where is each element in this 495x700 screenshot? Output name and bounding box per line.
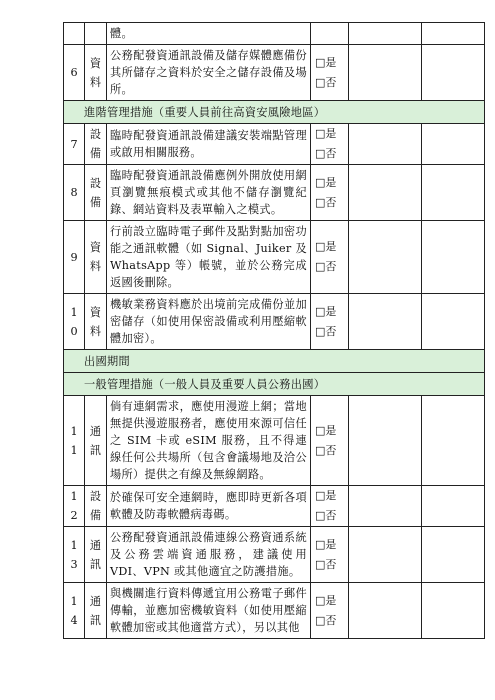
- item-category-text: [85, 303, 106, 341]
- item-number-text: [64, 135, 84, 154]
- item-check: [311, 396, 349, 486]
- item-check: [311, 527, 349, 583]
- item-check: [311, 124, 349, 165]
- item-category: [85, 23, 107, 45]
- section-row: [64, 373, 485, 396]
- item-number-digit: 1: [70, 594, 78, 608]
- item-category: [85, 45, 107, 101]
- checklist-sheet: [63, 22, 484, 639]
- item-number: [64, 165, 85, 221]
- item-category-text: [85, 238, 106, 276]
- item-number: [64, 486, 85, 527]
- blank-cell: [422, 124, 485, 165]
- item-description: 行前設立臨時電子郵件及點對點加密功能之通訊軟體（如 Signal、Juiker 及 WhatsApp 等）帳號，並於公務完成返國後刪除。: [107, 221, 311, 294]
- item-number-digit: 4: [70, 613, 78, 627]
- no-checkbox[interactable]: □否: [315, 443, 337, 457]
- item-category: [85, 486, 107, 527]
- no-checkbox[interactable]: □否: [315, 260, 337, 273]
- item-category-text: [85, 422, 106, 460]
- table-row: [64, 294, 485, 350]
- blank-cell: [422, 583, 485, 639]
- blank-cell: [422, 23, 485, 45]
- item-category-char: 通: [89, 424, 102, 438]
- item-category: [85, 124, 107, 165]
- section-heading: 出國期間: [64, 350, 485, 373]
- item-description: 臨時配發資通訊設備應例外開放使用網頁瀏覽無痕模式或其他不儲存瀏覽紀錄、網站資料及表單輸入之模式。: [107, 165, 311, 221]
- item-category-char: 備: [89, 195, 102, 209]
- yes-checkbox[interactable]: □是: [315, 423, 337, 437]
- item-check: [311, 23, 349, 45]
- item-category-char: 通: [89, 594, 102, 608]
- item-description: 體。: [107, 23, 311, 45]
- item-category-char: 備: [89, 147, 102, 160]
- no-checkbox[interactable]: □否: [315, 509, 337, 522]
- blank-cell: [349, 486, 422, 527]
- item-number-digit: 6: [70, 66, 78, 79]
- item-category-char: 資: [89, 241, 102, 254]
- checklist-table: [63, 22, 485, 639]
- item-number-text: [64, 303, 84, 341]
- item-number: [64, 124, 85, 165]
- table-row: [64, 23, 485, 45]
- no-checkbox[interactable]: □否: [315, 557, 337, 571]
- item-category-text: [85, 536, 106, 574]
- item-number-digit: 7: [70, 137, 78, 151]
- table-row: [64, 583, 485, 639]
- item-description: 公務配發資通訊設備及儲存媒體應備份其所儲存之資料於安全之儲存設備及場所。: [107, 45, 311, 101]
- item-category-char: 料: [89, 260, 102, 273]
- item-category-char: 訊: [89, 613, 102, 627]
- item-category-char: 資: [89, 56, 102, 70]
- item-number-text: [64, 63, 84, 82]
- table-row: [64, 165, 485, 221]
- item-category-char: 設: [89, 176, 102, 190]
- item-number: [64, 527, 85, 583]
- item-category-char: 設: [89, 128, 102, 141]
- blank-cell: [349, 165, 422, 221]
- no-checkbox[interactable]: □否: [315, 75, 337, 89]
- item-number-digit: 1: [70, 424, 78, 438]
- section-row: [64, 350, 485, 373]
- table-row: [64, 486, 485, 527]
- item-category: [85, 527, 107, 583]
- yes-checkbox[interactable]: □是: [315, 304, 337, 318]
- item-category-char: 備: [89, 509, 102, 522]
- item-check: [311, 583, 349, 639]
- item-description: 公務配發資通訊設備連線公務資通系統及公務雲端資通服務，建議使用 VDI、VPN 或其他適宜之防護措施。: [107, 527, 311, 583]
- table-row: [64, 527, 485, 583]
- blank-cell: [349, 23, 422, 45]
- section-heading: 一般管理措施（一般人員及重要人員公務出國）: [64, 373, 485, 396]
- item-category: [85, 396, 107, 486]
- item-description: 於確保可安全連網時，應即時更新各項軟體及防毒軟體病毒碼。: [107, 486, 311, 527]
- item-number-text: [64, 592, 84, 630]
- yes-checkbox[interactable]: □是: [315, 537, 337, 551]
- item-number-text: [64, 487, 84, 525]
- no-checkbox[interactable]: □否: [315, 613, 337, 627]
- item-number: [64, 583, 85, 639]
- blank-cell: [349, 294, 422, 350]
- blank-cell: [349, 583, 422, 639]
- yes-checkbox[interactable]: □是: [315, 240, 337, 253]
- item-category-char: 料: [89, 75, 102, 89]
- item-check: [311, 165, 349, 221]
- blank-cell: [349, 396, 422, 486]
- item-category-char: 設: [89, 490, 102, 503]
- no-checkbox[interactable]: □否: [315, 195, 337, 209]
- item-category-text: [85, 487, 106, 525]
- blank-cell: [422, 45, 485, 101]
- item-number-digit: 2: [70, 509, 78, 522]
- item-number: [64, 23, 85, 45]
- item-number-digit: 1: [70, 490, 78, 503]
- item-number-digit: 9: [70, 250, 78, 264]
- no-checkbox[interactable]: □否: [315, 324, 337, 338]
- item-number-text: [64, 248, 84, 267]
- table-row: [64, 124, 485, 165]
- item-check: [311, 45, 349, 101]
- item-category-char: 資: [89, 305, 102, 319]
- item-number-digit: 8: [70, 186, 78, 199]
- table-row: [64, 221, 485, 294]
- yes-checkbox[interactable]: □是: [315, 175, 337, 189]
- item-category: [85, 165, 107, 221]
- yes-checkbox[interactable]: □是: [315, 593, 337, 607]
- item-category-text: [85, 125, 106, 163]
- blank-cell: [422, 165, 485, 221]
- item-category-text: [85, 174, 106, 212]
- item-number: [64, 45, 85, 101]
- item-category: [85, 583, 107, 639]
- blank-cell: [422, 221, 485, 294]
- item-check: [311, 486, 349, 527]
- item-number: [64, 221, 85, 294]
- blank-cell: [349, 221, 422, 294]
- blank-cell: [349, 124, 422, 165]
- item-number-digit: 1: [70, 305, 78, 319]
- item-number-text: [64, 536, 84, 574]
- checklist-body: [64, 23, 485, 639]
- item-number: [64, 294, 85, 350]
- item-check: [311, 294, 349, 350]
- item-category-text: [85, 54, 106, 92]
- yes-checkbox[interactable]: □是: [315, 127, 337, 140]
- table-row: [64, 396, 485, 486]
- item-description: 臨時配發資通訊設備建議安裝端點管理或啟用相關服務。: [107, 124, 311, 165]
- blank-cell: [422, 294, 485, 350]
- no-checkbox[interactable]: □否: [315, 147, 337, 160]
- item-category-text: [85, 592, 106, 630]
- item-check: [311, 221, 349, 294]
- blank-cell: [349, 527, 422, 583]
- section-row: [64, 101, 485, 124]
- item-category-char: 通: [89, 538, 102, 552]
- blank-cell: [422, 396, 485, 486]
- yes-checkbox[interactable]: □是: [315, 489, 337, 502]
- item-number-digit: 1: [70, 443, 78, 457]
- blank-cell: [349, 45, 422, 101]
- item-description: 倘有連網需求，應使用漫遊上網；當地無提供漫遊服務者，應使用來源可信任之 SIM 卡或 eSIM 服務，且不得連線任何公共場所（包含會議場地及洽公場所）提供之有線及無線網路。: [107, 396, 311, 486]
- item-number-text: [64, 422, 84, 460]
- item-category: [85, 294, 107, 350]
- item-number: [64, 396, 85, 486]
- table-row: [64, 45, 485, 101]
- section-heading: 進階管理措施（重要人員前往高資安風險地區）: [64, 101, 485, 124]
- item-category: [85, 221, 107, 294]
- item-number-digit: 1: [70, 538, 78, 552]
- blank-cell: [422, 527, 485, 583]
- item-description: 機敏業務資料應於出境前完成備份並加密儲存（如使用保密設備或利用壓縮軟體加密）。: [107, 294, 311, 350]
- item-category-char: 料: [89, 324, 102, 338]
- item-number-digit: 3: [70, 557, 78, 571]
- item-number-text: [64, 183, 84, 202]
- item-category-char: 訊: [89, 443, 102, 457]
- item-description: 與機關進行資料傳遞宜用公務電子郵件傳輸，並應加密機敏資料（如使用壓縮軟體加密或其他適當方式），另以其他: [107, 583, 311, 639]
- item-number-digit: 0: [70, 324, 78, 338]
- yes-checkbox[interactable]: □是: [315, 55, 337, 69]
- item-category-char: 訊: [89, 557, 102, 571]
- blank-cell: [422, 486, 485, 527]
